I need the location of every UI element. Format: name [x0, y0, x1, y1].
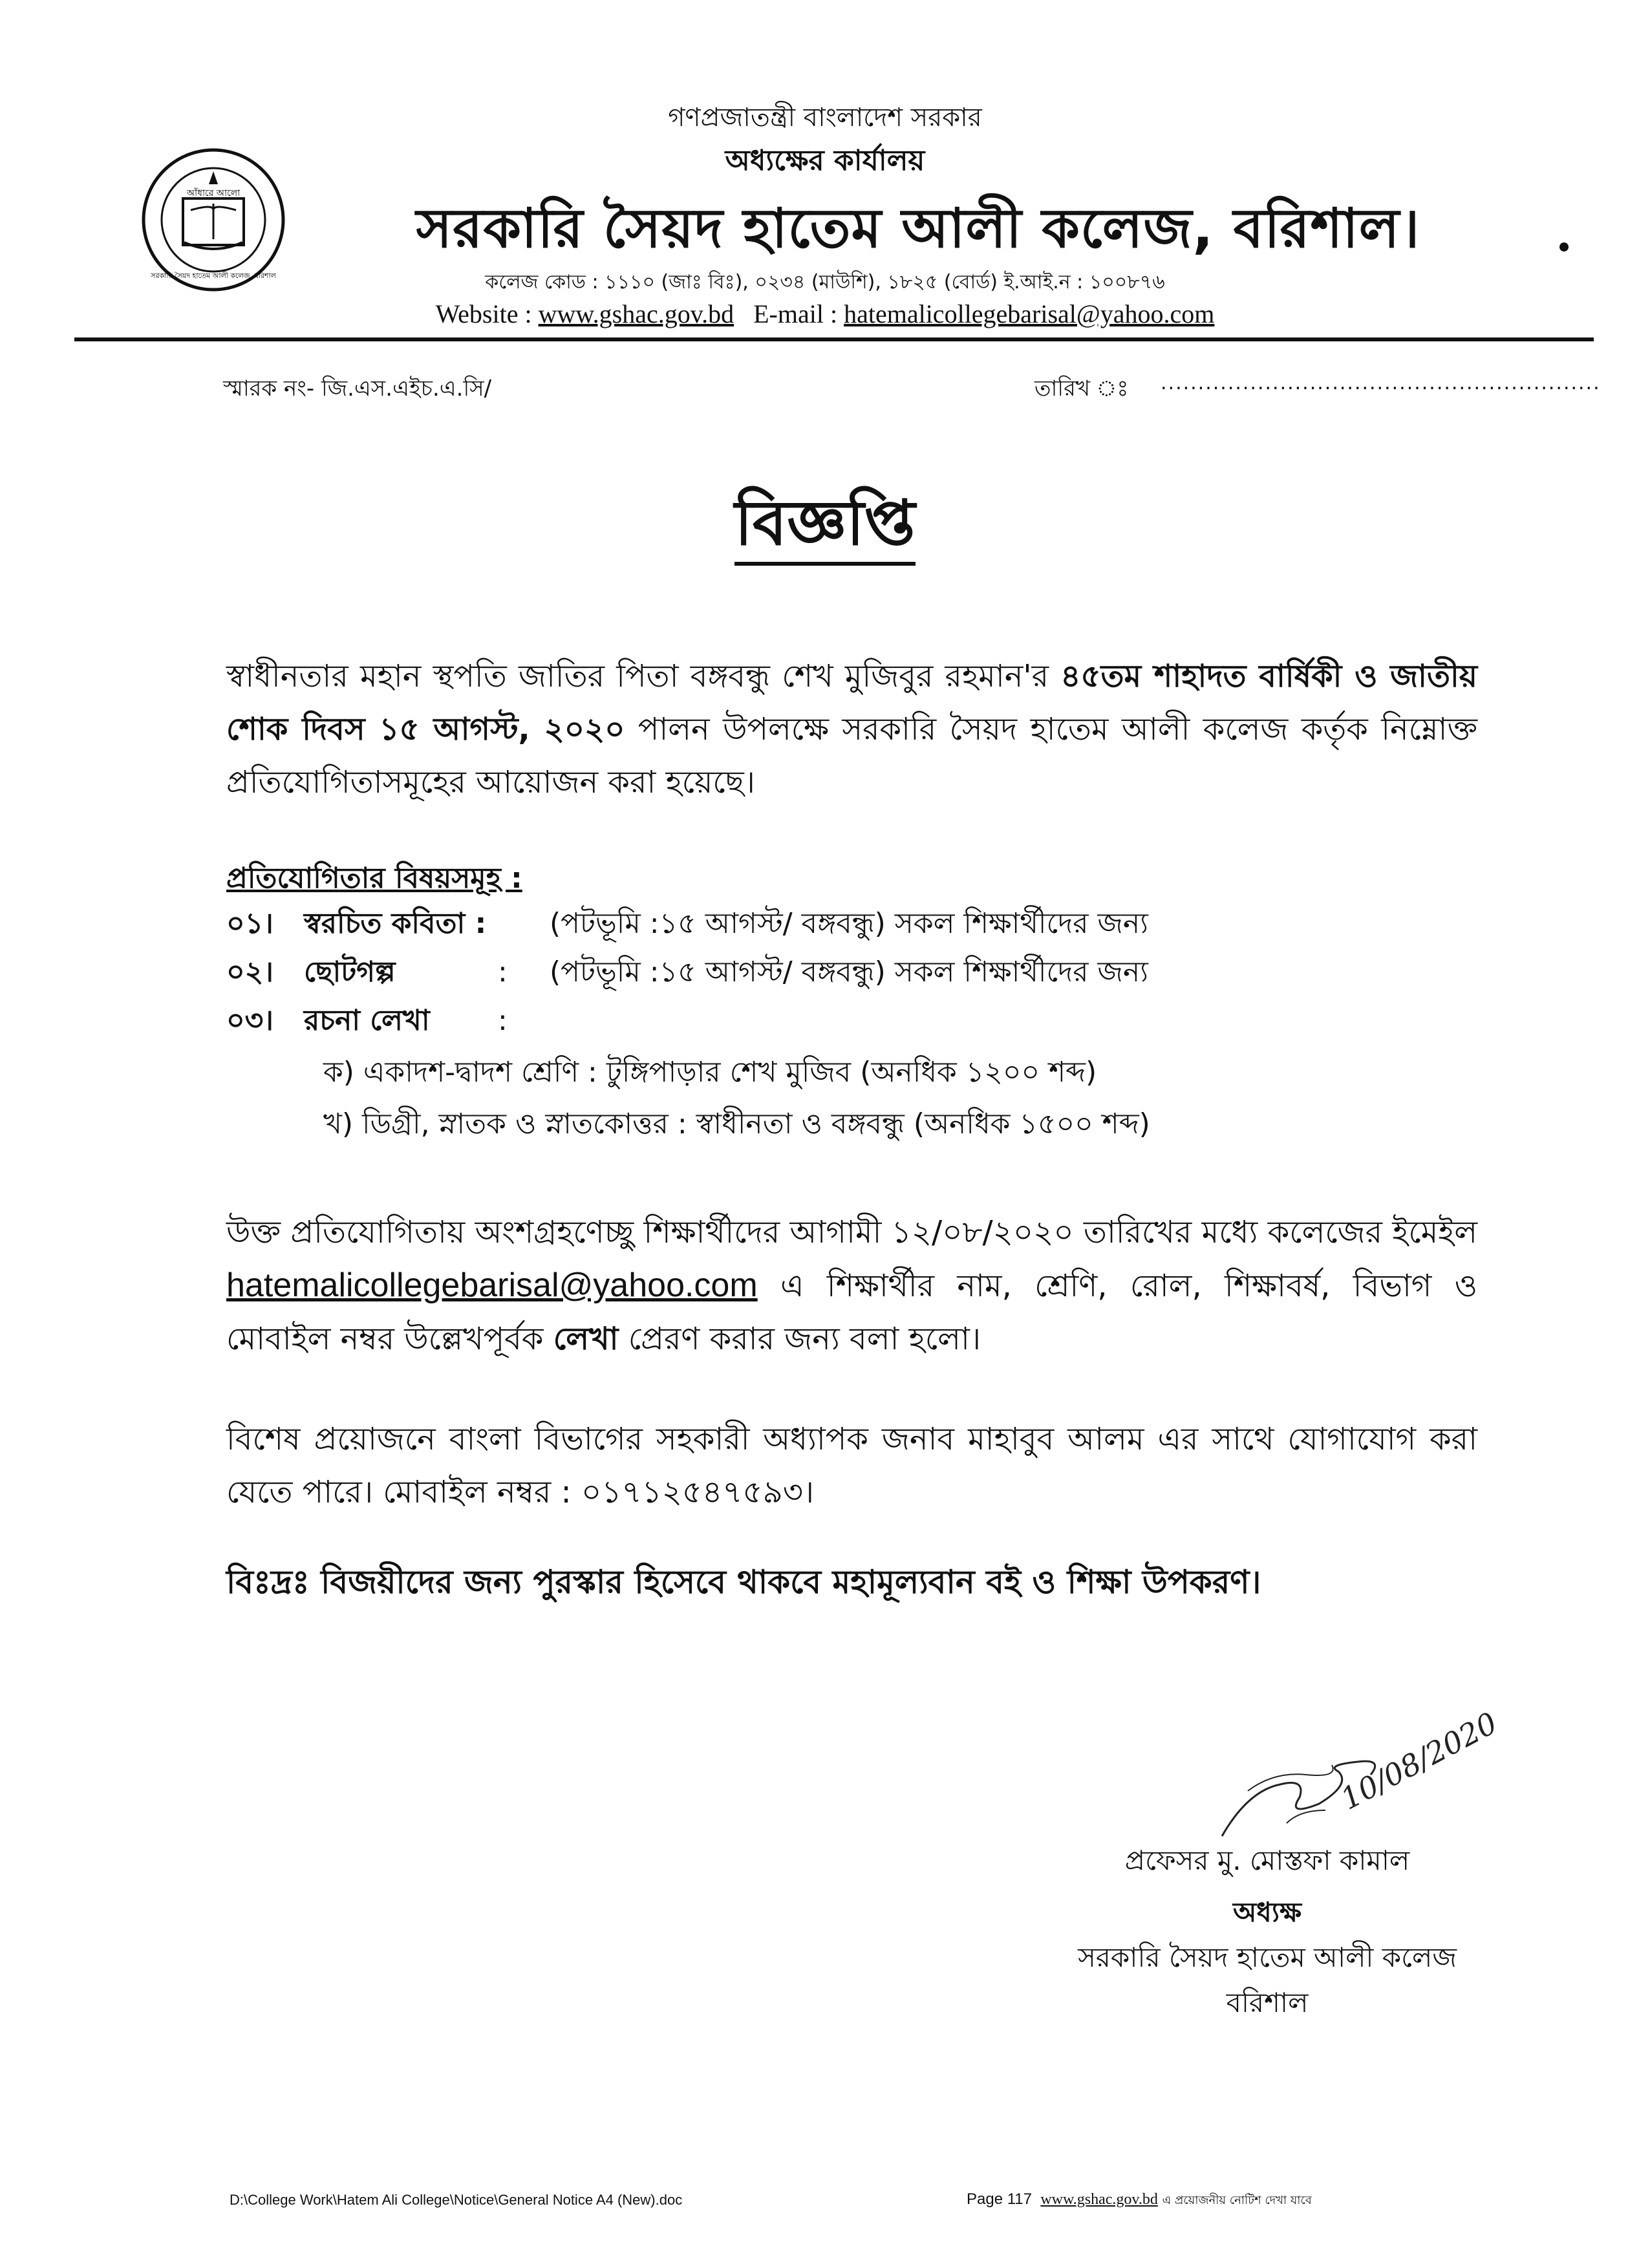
footer-note: এ প্রয়োজনীয় নোটিশ দেখা যাবে — [1162, 2194, 1312, 2207]
signatory-institution: সরকারি সৈয়দ হাতেম আলী কলেজ — [1078, 1942, 1457, 1973]
submission-text-mid: এ শিক্ষার্থীর নাম, শ্রেণি, রোল, শিক্ষাবর্ষ, বিভাগ ও মোবাইল নম্বর উল্লেখপূর্বক — [226, 1268, 1477, 1357]
signatory-title: অধ্যক্ষ — [1232, 1896, 1302, 1928]
svg-text:10/08/2020: 10/08/2020 — [1334, 1705, 1503, 1817]
website-label: Website : — [435, 299, 532, 328]
submission-email-link[interactable]: hatemalicollegebarisal@yahoo.com — [226, 1267, 758, 1304]
topic-label: রচনা লেখা — [304, 1004, 430, 1037]
dot-mark — [1559, 242, 1569, 251]
contact-paragraph: বিশেষ প্রয়োজনে বাংলা বিভাগের সহকারী অধ্যাপক জনাব মাহাবুব আলম এর সাথে যোগাযোগ করা যেতে পারে। মোবাইল নম্বর : ০১৭১২৫৪৭৫৯৩। — [226, 1421, 1477, 1510]
topics-heading: প্রতিযোগিতার বিষয়সমূহ : — [226, 862, 522, 895]
footer-page-info — [967, 2190, 1312, 2211]
signatory-name: প্রফেসর মু. মোস্তফা কামাল — [1124, 1845, 1410, 1876]
prize-note: বিঃদ্রঃ বিজয়ীদের জন্য পুরস্কার হিসেবে থাকবে মহামূল্যবান বই ও শিক্ষা উপকরণ। — [226, 1563, 1261, 1601]
date-value: ........................................................... — [1161, 372, 1601, 394]
government-line: গণপ্রজাতন্ত্রী বাংলাদেশ সরকার — [668, 103, 982, 133]
footer-file-path: D:\College Work\Hatem Ali College\Notice\General Notice A4 (New).doc — [230, 2192, 683, 2208]
submission-paragraph — [226, 1206, 1477, 1365]
college-name: সরকারি সৈয়দ হাতেম আলী কলেজ, বরিশাল। — [416, 197, 1420, 260]
email-label: E-mail : — [753, 299, 838, 328]
footer-page: Page 117 — [967, 2190, 1032, 2208]
topic-number: ০১। — [226, 907, 273, 940]
topic-desc: (পটভূমি :১৫ আগস্ট/ বঙ্গবন্ধু) সকল শিক্ষার্থীদের জন্য — [550, 907, 1148, 940]
topic-desc: (পটভূমি :১৫ আগস্ট/ বঙ্গবন্ধু) সকল শিক্ষার্থীদের জন্য — [550, 956, 1148, 989]
website-link[interactable]: www.gshac.gov.bd — [538, 299, 734, 328]
notice-title — [0, 475, 1650, 579]
svg-text:আঁধারে আলো: আঁধারে আলো — [186, 188, 241, 198]
contact-line — [0, 299, 1650, 329]
intro-text-end: পালন উপলক্ষে সরকারি সৈয়দ হাতেম আলী কলেজ কর্তৃক নিম্নোক্ত প্রতিযোগিতাসমূহের আয়োজন করা হয়েছে। — [226, 711, 1477, 800]
college-codes: কলেজ কোড : ১১১০ (জাঃ বিঃ), ০২৩৪ (মাউশি), ১৮২৫ (বোর্ড) ই.আই.ন : ১০০৮৭৬ — [485, 271, 1165, 294]
intro-bold: ৪৫তম শাহাদত বার্ষিকী ও জাতীয় শোক দিবস ১৫ আগস্ট, ২০২০ — [226, 658, 1477, 747]
email-link[interactable]: hatemalicollegebarisal@yahoo.com — [844, 299, 1215, 328]
submission-text-end: প্রেরণ করার জন্য বলা হলো। — [618, 1321, 981, 1357]
topic-label: স্বরচিত কবিতা : — [304, 907, 487, 940]
topic-item — [226, 950, 1148, 998]
submission-text: উক্ত প্রতিযোগিতায় অংশগ্রহণেচ্ছু শিক্ষার্থীদের আগামী ১২/০৮/২০২০ তারিখের মধ্যে কলেজের ইমেইল — [226, 1214, 1477, 1250]
topic-label: ছোটগল্প — [304, 956, 396, 989]
submission-bold: লেখা — [553, 1321, 619, 1357]
memo-number: স্মারক নং- জি.এস.এইচ.এ.সি/ — [223, 376, 492, 401]
topic-item — [226, 999, 508, 1046]
topic-number: ০৩। — [226, 1004, 273, 1037]
topic-item — [226, 902, 1148, 949]
svg-text:সরকারি সৈয়দ হাতেম আলী কলেজ, ব: সরকারি সৈয়দ হাতেম আলী কলেজ, বরিশাল — [151, 272, 276, 280]
topic-sep: : — [498, 956, 508, 989]
intro-paragraph — [226, 650, 1477, 809]
header-divider — [74, 337, 1594, 341]
topic-number: ০২। — [226, 956, 273, 989]
subtopic-item: খ) ডিগ্রী, স্নাতক ও স্নাতকোত্তর : স্বাধীনতা ও বঙ্গবন্ধু (অনধিক ১৫০০ শব্দ) — [323, 1107, 1150, 1140]
signatory-city: বরিশাল — [1226, 1987, 1309, 2018]
intro-text: স্বাধীনতার মহান স্থপতি জাতির পিতা বঙ্গবন্ধু শেখ মুজিবুর রহমান'র — [226, 658, 1061, 694]
footer-website-link[interactable]: www.gshac.gov.bd — [1040, 2191, 1158, 2208]
date-label: তারিখ ঃ — [1034, 376, 1129, 401]
office-line: অধ্যক্ষের কার্যালয় — [725, 144, 925, 177]
notice-title-text: বিজ্ঞপ্তি — [734, 487, 915, 566]
topic-sep: : — [498, 1004, 508, 1037]
subtopic-item: ক) একাদশ-দ্বাদশ শ্রেণি : টুঙ্গিপাড়ার শেখ মুজিব (অনধিক ১২০০ শব্দ) — [323, 1056, 1097, 1089]
